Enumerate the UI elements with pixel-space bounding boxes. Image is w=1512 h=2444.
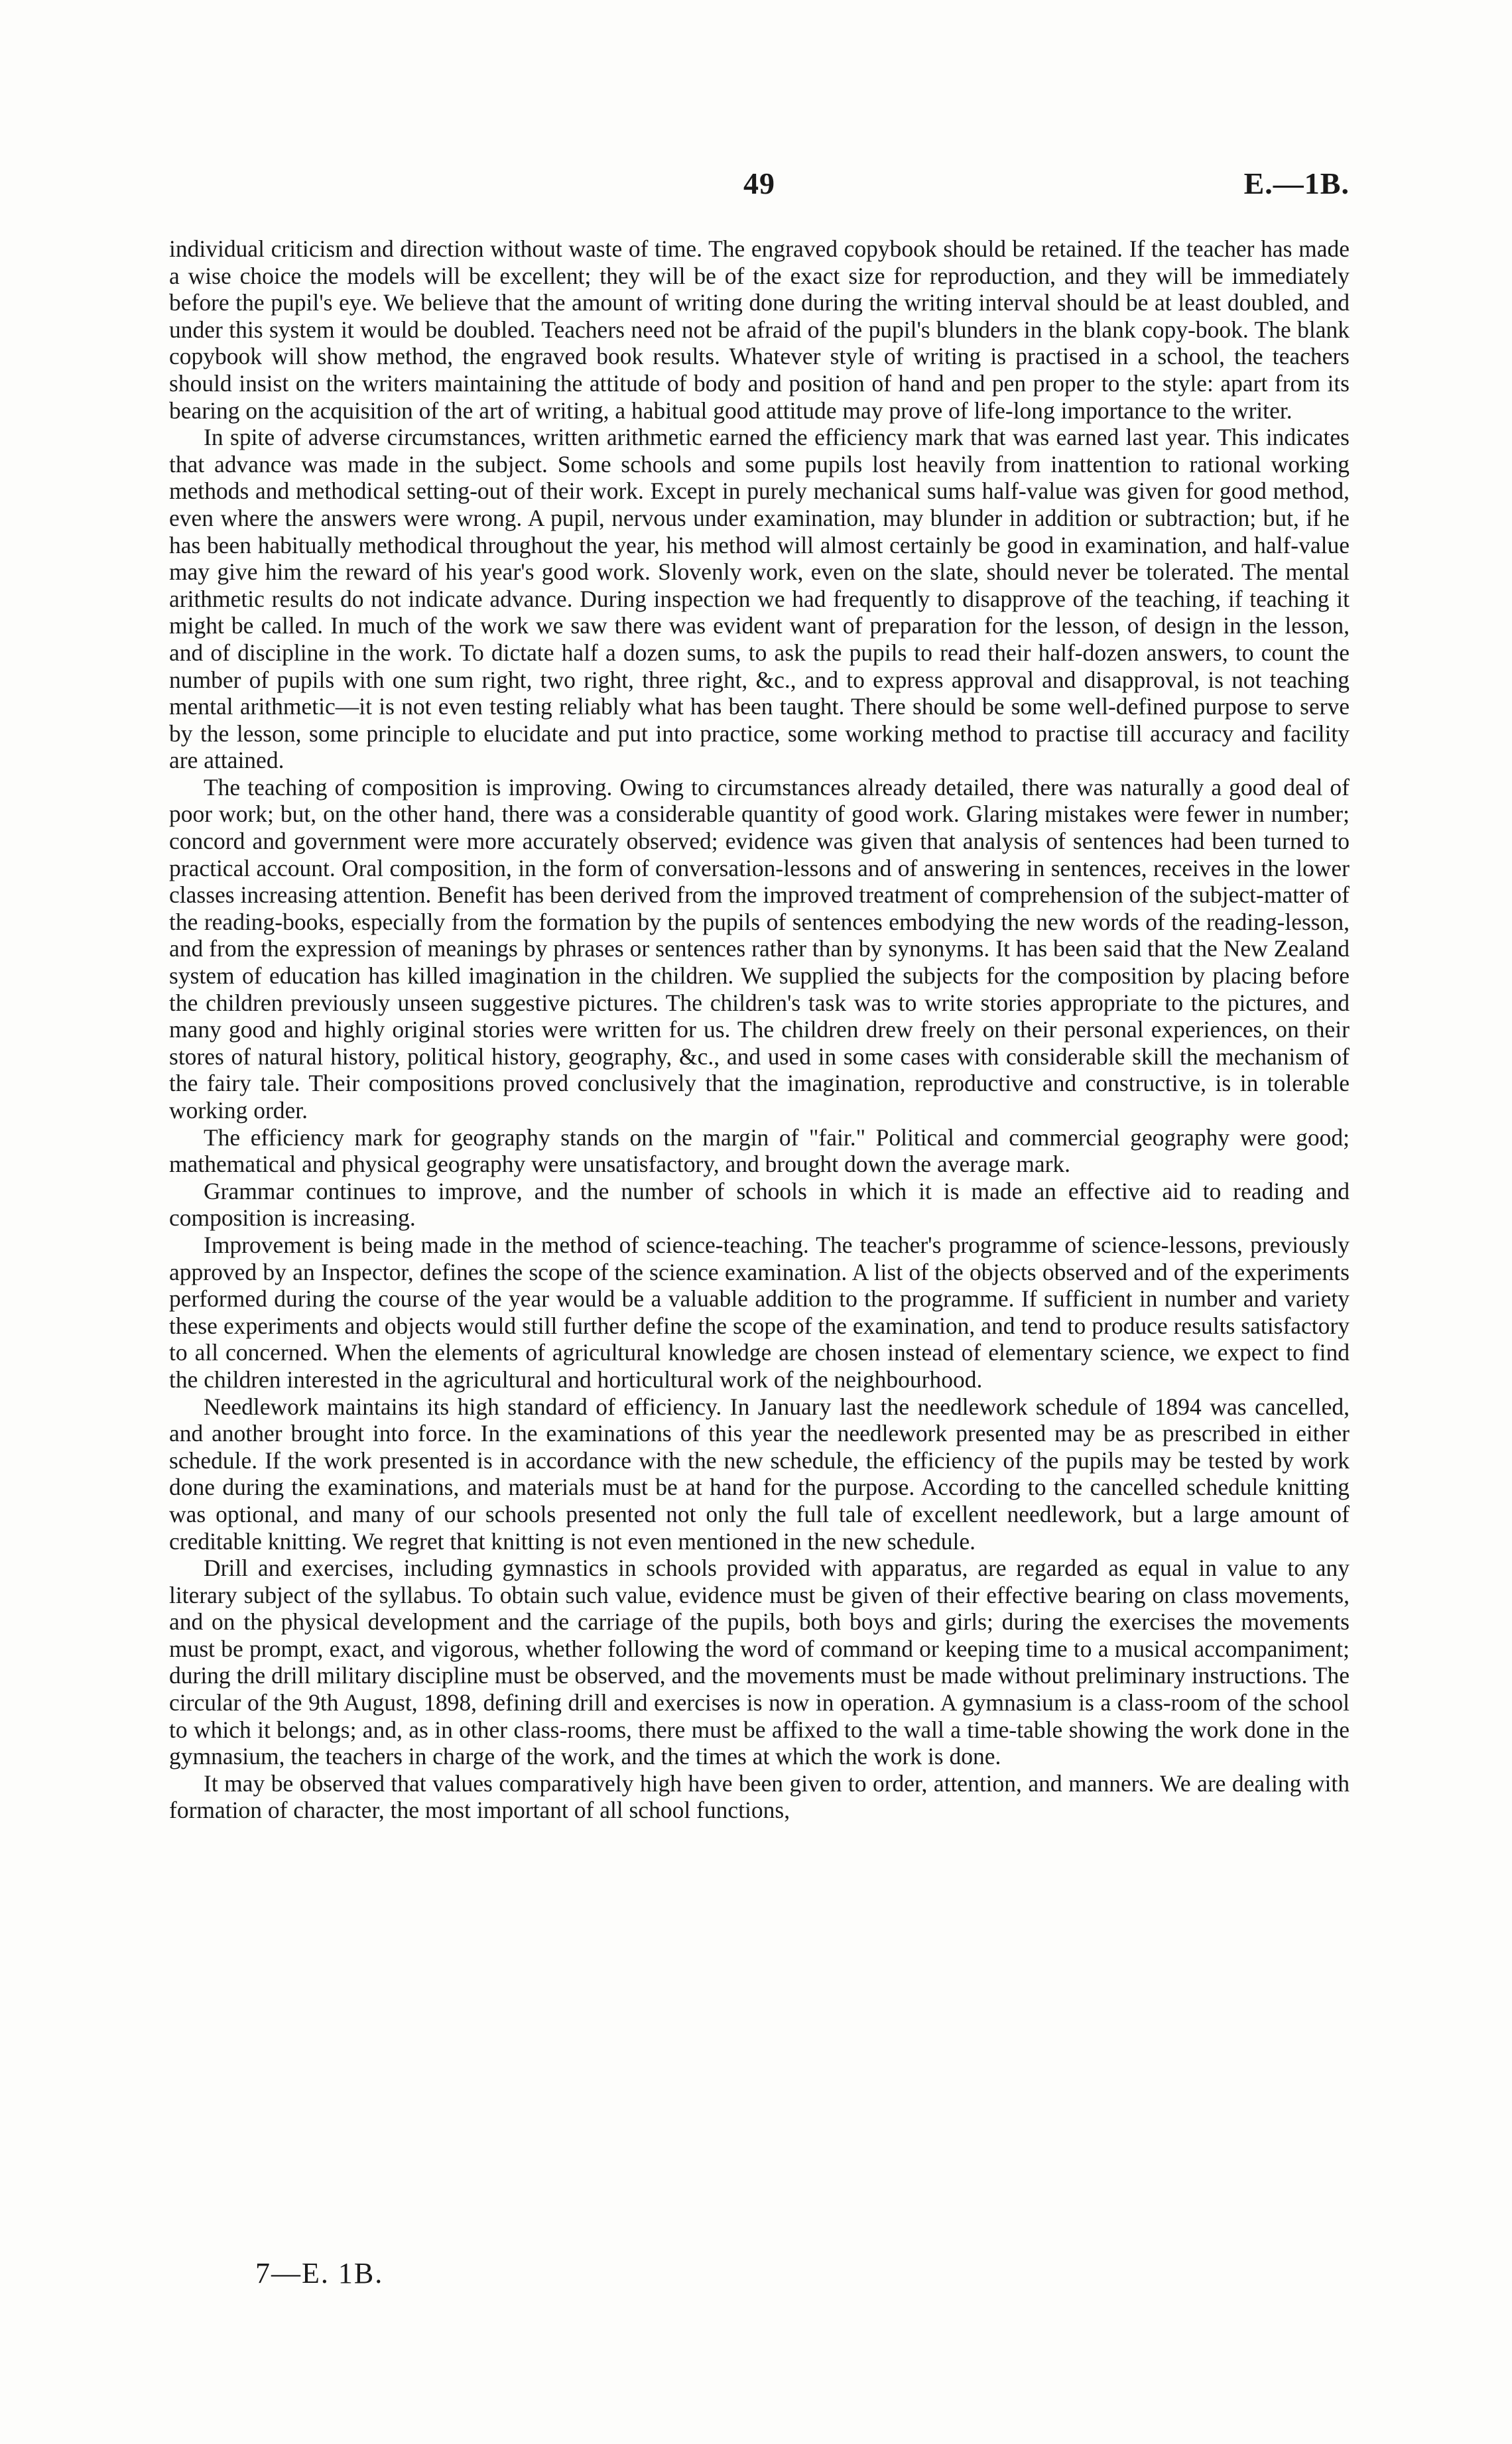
paragraph-grammar: Grammar continues to improve, and the number of schools in which it is made an effective aid to reading and composition is increasing.	[169, 1177, 1350, 1232]
body-text	[169, 235, 1350, 1824]
page-number: 49	[743, 166, 775, 200]
paragraph-arithmetic: In spite of adverse circumstances, written arithmetic earned the efficiency mark that was earned last year. This indicates that advance was made in the subject. Some schools and some pupils lost heavily from inattention to rational working methods and methodical setting-out of their work. Except in purely mechanical sums half-value was given for good method, even where the answers were wrong. A pupil, nervous under examination, may blunder in addition or subtraction; but, if he has been habitually methodical throughout the year, his method will almost certainly be good in examination, and half-value may give him the reward of his year's good work. Slovenly work, even on the slate, should never be tolerated. The mental arithmetic results do not indicate advance. During inspection we had frequently to disapprove of the teaching, if teaching it might be called. In much of the work we saw there was evident want of preparation for the lesson, of design in the lesson, and of discipline in the work. To dictate half a dozen sums, to ask the pupils to read their half-dozen answers, to count the number of pupils with one sum right, two right, three right, &c., and to express approval and disapproval, is not teaching mental arithmetic—it is not even testing reliably what has been taught. There should be some well-defined purpose to serve by the lesson, some principle to elucidate and put into practice, some working method to practise till accuracy and facility are attained.	[169, 424, 1350, 774]
paragraph-needlework: Needlework maintains its high standard of efficiency. In January last the needlework schedule of 1894 was cancelled, and another brought into force. In the examinations of this year the needlework presented may be as prescribed in either schedule. If the work presented is in accordance with the new schedule, the efficiency of the pupils may be tested by work done during the examinations, and materials must be at hand for the purpose. According to the cancelled schedule knitting was optional, and many of our schools presented not only the full tale of excellent needlework, but a large amount of creditable knitting. We regret that knitting is not even mentioned in the new schedule.	[169, 1393, 1350, 1555]
paragraph-composition: The teaching of composition is improving. Owing to circumstances already detailed, there was naturally a good deal of poor work; but, on the other hand, there was a considerable quantity of good work. Glaring mistakes were fewer in number; concord and government were more accurately observed; evidence was given that analysis of sentences had been turned to practical account. Oral composition, in the form of conversation-lessons and of answering in sentences, receives in the lower classes increasing attention. Benefit has been derived from the improved treatment of comprehension of the subject-matter of the reading-books, especially from the formation by the pupils of sentences embodying the new words of the reading-lesson, and from the expression of meanings by phrases or sentences rather than by synonyms. It has been said that the New Zealand system of education has killed imagination in the children. We supplied the subjects for the composition by placing before the children previously unseen suggestive pictures. The children's task was to write stories appropriate to the pictures, and many good and highly original stories were written for us. The children drew freely on their personal experiences, on their stores of natural history, political history, geography, &c., and used in some cases with considerable skill the mechanism of the fairy tale. Their compositions proved conclusively that the imagination, reproductive and constructive, is in tolerable working order.	[169, 773, 1350, 1124]
paragraph-science: Improvement is being made in the method of science-teaching. The teacher's programme of science-lessons, previously approved by an Inspector, defines the scope of the science examination. A list of the objects observed and of the experiments performed during the course of the year would be a valuable addition to the programme. If sufficient in number and variety these experiments and objects would still further define the scope of the examination, and tend to produce results satisfactory to all concerned. When the elements of agricultural knowledge are chosen instead of elementary science, we expect to find the children interested in the agricultural and horticultural work of the neighbourhood.	[169, 1231, 1350, 1393]
paragraph-writing: individual criticism and direction without waste of time. The engraved copybook should be retained. If the teacher has made a wise choice the models will be excellent; they will be of the exact size for reproduction, and they will be immediately before the pupil's eye. We believe that the amount of writing done during the writing interval should be at least doubled, and under this system it would be doubled. Teachers need not be afraid of the pupil's blunders in the blank copy-book. The blank copybook will show method, the engraved book results. Whatever style of writing is practised in a school, the teachers should insist on the writers maintaining the attitude of body and position of hand and pen proper to the style: apart from its bearing on the acquisition of the art of writing, a habitual good attitude may prove of life-long importance to the writer.	[169, 235, 1350, 424]
paragraph-drill: Drill and exercises, including gymnastics in schools provided with apparatus, are regarded as equal in value to any literary subject of the syllabus. To obtain such value, evidence must be given of their effective bearing on class movements, and on the physical development and the carriage of the pupils, both boys and girls; during the exercises the movements must be prompt, exact, and vigorous, whether following the word of command or keeping time to a musical accompaniment; during the drill military discipline must be observed, and the movements must be made without preliminary instructions. The circular of the 9th August, 1898, defining drill and exercises is now in operation. A gymnasium is a class-room of the school to which it belongs; and, as in other class-rooms, there must be affixed to the wall a time-table showing the work done in the gymnasium, the teachers in charge of the work, and the times at which the work is done.	[169, 1555, 1350, 1770]
page-header	[169, 166, 1350, 212]
signature-mark: 7—E. 1B.	[255, 2257, 384, 2289]
page-reference: E.—1B.	[1243, 166, 1350, 200]
paragraph-manners: It may be observed that values comparatively high have been given to order, attention, and manners. We are dealing with formation of character, the most important of all school functions,	[169, 1769, 1350, 1824]
paragraph-geography: The efficiency mark for geography stands on the margin of "fair." Political and commercial geography were good; mathematical and physical geography were unsatisfactory, and brought down the average mark.	[169, 1124, 1350, 1178]
